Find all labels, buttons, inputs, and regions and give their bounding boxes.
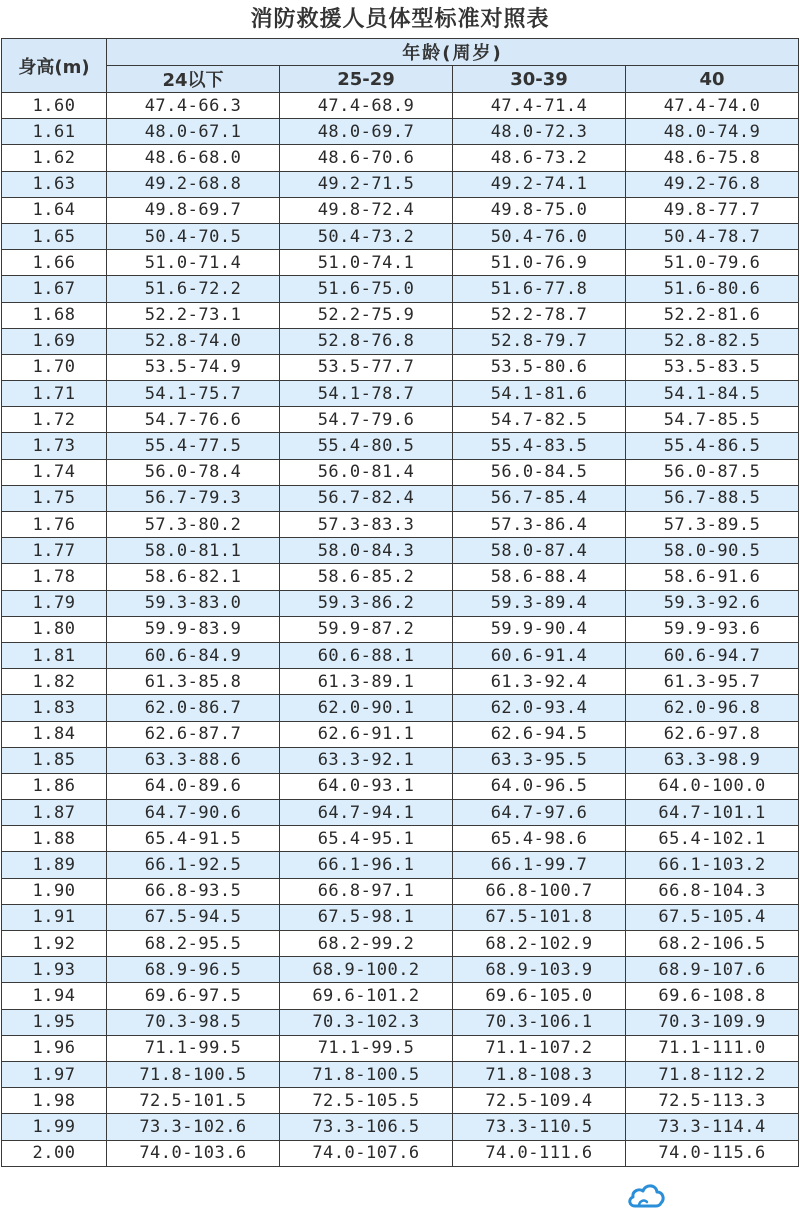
weight-range-cell: 56.7-88.5 — [626, 485, 799, 511]
table-row — [2, 1061, 799, 1087]
age-group-header: 年龄(周岁) — [107, 39, 799, 66]
height-cell: 1.69 — [2, 328, 107, 354]
weight-range-cell: 54.1-75.7 — [107, 381, 280, 407]
table-row — [2, 302, 799, 328]
age-column-header: 24以下 — [107, 66, 280, 93]
weight-range-cell: 57.3-80.2 — [107, 512, 280, 538]
table-row — [2, 276, 799, 302]
weight-range-cell: 51.6-77.8 — [453, 276, 626, 302]
weight-range-cell: 47.4-74.0 — [626, 93, 799, 119]
height-cell: 1.79 — [2, 590, 107, 616]
weight-range-cell: 65.4-91.5 — [107, 826, 280, 852]
table-row — [2, 747, 799, 773]
weight-range-cell: 50.4-76.0 — [453, 223, 626, 249]
height-cell: 1.95 — [2, 1009, 107, 1035]
weight-range-cell: 71.1-107.2 — [453, 1035, 626, 1061]
weight-range-cell: 58.6-82.1 — [107, 564, 280, 590]
weight-range-cell: 58.0-90.5 — [626, 538, 799, 564]
weight-range-cell: 59.9-83.9 — [107, 616, 280, 642]
height-cell: 1.76 — [2, 512, 107, 538]
weight-range-cell: 65.4-95.1 — [280, 826, 453, 852]
weight-range-cell: 71.1-111.0 — [626, 1035, 799, 1061]
weight-range-cell: 73.3-114.4 — [626, 1114, 799, 1140]
height-cell: 1.67 — [2, 276, 107, 302]
weight-range-cell: 62.6-94.5 — [453, 721, 626, 747]
weight-range-cell: 68.9-96.5 — [107, 957, 280, 983]
weight-range-cell: 56.7-79.3 — [107, 485, 280, 511]
weight-range-cell: 48.6-70.6 — [280, 145, 453, 171]
weight-range-cell: 49.2-68.8 — [107, 171, 280, 197]
age-column-header: 40 — [626, 66, 799, 93]
weight-range-cell: 54.7-79.6 — [280, 407, 453, 433]
weight-range-cell: 72.5-101.5 — [107, 1088, 280, 1114]
weight-range-cell: 58.6-91.6 — [626, 564, 799, 590]
weight-range-cell: 49.8-69.7 — [107, 197, 280, 223]
age-column-header: 25-29 — [280, 66, 453, 93]
weight-range-cell: 74.0-115.6 — [626, 1140, 799, 1166]
weight-range-cell: 62.0-90.1 — [280, 695, 453, 721]
table-row — [2, 564, 799, 590]
table-row — [2, 878, 799, 904]
weight-range-cell: 60.6-94.7 — [626, 642, 799, 668]
height-cell: 1.87 — [2, 800, 107, 826]
weight-range-cell: 53.5-77.7 — [280, 354, 453, 380]
weight-range-cell: 55.4-86.5 — [626, 433, 799, 459]
weight-range-cell: 66.8-93.5 — [107, 878, 280, 904]
weight-range-cell: 52.2-78.7 — [453, 302, 626, 328]
table-row — [2, 1088, 799, 1114]
height-cell: 1.82 — [2, 669, 107, 695]
weight-range-cell: 53.5-74.9 — [107, 354, 280, 380]
weight-range-cell: 47.4-68.9 — [280, 93, 453, 119]
weight-range-cell: 51.6-72.2 — [107, 276, 280, 302]
weight-range-cell: 69.6-108.8 — [626, 983, 799, 1009]
height-cell: 1.74 — [2, 459, 107, 485]
table-row — [2, 145, 799, 171]
height-cell: 1.65 — [2, 223, 107, 249]
weight-range-cell: 74.0-111.6 — [453, 1140, 626, 1166]
height-cell: 1.81 — [2, 642, 107, 668]
weight-range-cell: 68.2-106.5 — [626, 931, 799, 957]
height-cell: 1.98 — [2, 1088, 107, 1114]
weight-range-cell: 66.1-96.1 — [280, 852, 453, 878]
weight-range-cell: 63.3-92.1 — [280, 747, 453, 773]
table-row — [2, 931, 799, 957]
weight-range-cell: 60.6-91.4 — [453, 642, 626, 668]
age-column-header: 30-39 — [453, 66, 626, 93]
weight-range-cell: 63.3-95.5 — [453, 747, 626, 773]
table-row — [2, 459, 799, 485]
weight-range-cell: 64.7-94.1 — [280, 800, 453, 826]
weight-range-cell: 62.0-96.8 — [626, 695, 799, 721]
weight-range-cell: 58.6-88.4 — [453, 564, 626, 590]
weight-range-cell: 54.1-78.7 — [280, 381, 453, 407]
table-row — [2, 512, 799, 538]
table-row — [2, 538, 799, 564]
weight-range-cell: 58.0-87.4 — [453, 538, 626, 564]
weight-range-cell: 69.6-101.2 — [280, 983, 453, 1009]
weight-range-cell: 74.0-107.6 — [280, 1140, 453, 1166]
weight-range-cell: 73.3-106.5 — [280, 1114, 453, 1140]
weight-range-cell: 71.8-100.5 — [280, 1061, 453, 1087]
weight-range-cell: 71.8-108.3 — [453, 1061, 626, 1087]
weight-range-cell: 59.9-93.6 — [626, 616, 799, 642]
weight-range-cell: 56.0-84.5 — [453, 459, 626, 485]
table-row — [2, 983, 799, 1009]
height-cell: 1.66 — [2, 250, 107, 276]
weight-range-cell: 51.0-74.1 — [280, 250, 453, 276]
table-row — [2, 590, 799, 616]
weight-range-cell: 54.7-76.6 — [107, 407, 280, 433]
weight-range-cell: 48.0-69.7 — [280, 119, 453, 145]
weight-range-cell: 67.5-105.4 — [626, 904, 799, 930]
weight-range-cell: 61.3-85.8 — [107, 669, 280, 695]
weight-range-cell: 60.6-88.1 — [280, 642, 453, 668]
weight-range-cell: 50.4-70.5 — [107, 223, 280, 249]
weight-range-cell: 64.7-90.6 — [107, 800, 280, 826]
weight-range-cell: 48.6-75.8 — [626, 145, 799, 171]
weight-range-cell: 56.0-81.4 — [280, 459, 453, 485]
weight-range-cell: 57.3-83.3 — [280, 512, 453, 538]
table-row — [2, 485, 799, 511]
height-cell: 1.90 — [2, 878, 107, 904]
table-row — [2, 223, 799, 249]
weight-range-cell: 62.6-87.7 — [107, 721, 280, 747]
weight-range-cell: 49.2-74.1 — [453, 171, 626, 197]
weight-standard-table — [1, 38, 799, 1167]
weight-range-cell: 52.8-74.0 — [107, 328, 280, 354]
weight-range-cell: 66.1-92.5 — [107, 852, 280, 878]
height-cell: 1.93 — [2, 957, 107, 983]
weight-range-cell: 51.0-79.6 — [626, 250, 799, 276]
table-row — [2, 328, 799, 354]
weight-range-cell: 56.0-87.5 — [626, 459, 799, 485]
weight-range-cell: 59.3-86.2 — [280, 590, 453, 616]
weight-range-cell: 70.3-98.5 — [107, 1009, 280, 1035]
weight-range-cell: 52.2-73.1 — [107, 302, 280, 328]
height-cell: 1.88 — [2, 826, 107, 852]
height-cell: 1.64 — [2, 197, 107, 223]
weight-range-cell: 52.2-75.9 — [280, 302, 453, 328]
height-cell: 1.80 — [2, 616, 107, 642]
table-row — [2, 171, 799, 197]
weight-range-cell: 63.3-88.6 — [107, 747, 280, 773]
weight-range-cell: 51.6-80.6 — [626, 276, 799, 302]
height-cell: 1.68 — [2, 302, 107, 328]
height-cell: 1.96 — [2, 1035, 107, 1061]
weight-range-cell: 73.3-102.6 — [107, 1114, 280, 1140]
weight-range-cell: 47.4-66.3 — [107, 93, 280, 119]
table-row — [2, 197, 799, 223]
weight-range-cell: 64.7-101.1 — [626, 800, 799, 826]
table-row — [2, 381, 799, 407]
weight-range-cell: 52.2-81.6 — [626, 302, 799, 328]
height-column-header: 身高(m) — [2, 39, 107, 93]
table-row — [2, 773, 799, 799]
weight-range-cell: 68.2-99.2 — [280, 931, 453, 957]
weight-range-cell: 57.3-89.5 — [626, 512, 799, 538]
weight-range-cell: 51.0-71.4 — [107, 250, 280, 276]
weight-range-cell: 71.1-99.5 — [280, 1035, 453, 1061]
height-cell: 1.89 — [2, 852, 107, 878]
height-cell: 1.91 — [2, 904, 107, 930]
weight-range-cell: 65.4-98.6 — [453, 826, 626, 852]
weight-range-cell: 48.0-72.3 — [453, 119, 626, 145]
table-row — [2, 119, 799, 145]
table-row — [2, 800, 799, 826]
weight-range-cell: 67.5-94.5 — [107, 904, 280, 930]
weight-range-cell: 62.0-86.7 — [107, 695, 280, 721]
height-cell: 1.71 — [2, 381, 107, 407]
table-row — [2, 695, 799, 721]
height-cell: 1.78 — [2, 564, 107, 590]
weight-range-cell: 59.3-92.6 — [626, 590, 799, 616]
table-row — [2, 721, 799, 747]
weight-range-cell: 49.8-72.4 — [280, 197, 453, 223]
height-cell: 1.73 — [2, 433, 107, 459]
weight-range-cell: 51.0-76.9 — [453, 250, 626, 276]
height-cell: 2.00 — [2, 1140, 107, 1166]
weight-range-cell: 69.6-105.0 — [453, 983, 626, 1009]
table-body — [2, 93, 799, 1167]
weight-range-cell: 70.3-109.9 — [626, 1009, 799, 1035]
weight-range-cell: 59.3-89.4 — [453, 590, 626, 616]
table-row — [2, 904, 799, 930]
weight-range-cell: 53.5-80.6 — [453, 354, 626, 380]
height-cell: 1.77 — [2, 538, 107, 564]
weight-range-cell: 63.3-98.9 — [626, 747, 799, 773]
weight-range-cell: 55.4-80.5 — [280, 433, 453, 459]
weight-range-cell: 62.6-91.1 — [280, 721, 453, 747]
weight-range-cell: 54.1-81.6 — [453, 381, 626, 407]
table-row — [2, 407, 799, 433]
weight-range-cell: 50.4-78.7 — [626, 223, 799, 249]
weight-range-cell: 49.8-75.0 — [453, 197, 626, 223]
weight-range-cell: 72.5-105.5 — [280, 1088, 453, 1114]
weight-range-cell: 68.2-95.5 — [107, 931, 280, 957]
weight-range-cell: 61.3-95.7 — [626, 669, 799, 695]
weight-range-cell: 53.5-83.5 — [626, 354, 799, 380]
table-row — [2, 957, 799, 983]
height-cell: 1.60 — [2, 93, 107, 119]
height-cell: 1.94 — [2, 983, 107, 1009]
table-row — [2, 642, 799, 668]
weight-range-cell: 67.5-98.1 — [280, 904, 453, 930]
height-cell: 1.62 — [2, 145, 107, 171]
height-cell: 1.63 — [2, 171, 107, 197]
weight-range-cell: 71.8-100.5 — [107, 1061, 280, 1087]
weight-range-cell: 74.0-103.6 — [107, 1140, 280, 1166]
weight-range-cell: 49.2-71.5 — [280, 171, 453, 197]
weight-range-cell: 48.6-68.0 — [107, 145, 280, 171]
weight-range-cell: 48.6-73.2 — [453, 145, 626, 171]
weight-range-cell: 56.7-85.4 — [453, 485, 626, 511]
weight-range-cell: 59.3-83.0 — [107, 590, 280, 616]
weight-range-cell: 64.0-93.1 — [280, 773, 453, 799]
weight-range-cell: 72.5-109.4 — [453, 1088, 626, 1114]
weight-range-cell: 66.1-99.7 — [453, 852, 626, 878]
weight-range-cell: 54.7-85.5 — [626, 407, 799, 433]
table-row — [2, 250, 799, 276]
weight-range-cell: 68.9-107.6 — [626, 957, 799, 983]
weight-range-cell: 52.8-79.7 — [453, 328, 626, 354]
weight-range-cell: 67.5-101.8 — [453, 904, 626, 930]
height-cell: 1.72 — [2, 407, 107, 433]
height-cell: 1.86 — [2, 773, 107, 799]
weight-range-cell: 66.8-97.1 — [280, 878, 453, 904]
table-row — [2, 852, 799, 878]
table-row — [2, 1035, 799, 1061]
weight-range-cell: 54.1-84.5 — [626, 381, 799, 407]
weight-range-cell: 68.9-100.2 — [280, 957, 453, 983]
weight-range-cell: 57.3-86.4 — [453, 512, 626, 538]
table-row — [2, 354, 799, 380]
weight-range-cell: 58.0-84.3 — [280, 538, 453, 564]
table-row — [2, 669, 799, 695]
weight-range-cell: 55.4-83.5 — [453, 433, 626, 459]
weight-range-cell: 69.6-97.5 — [107, 983, 280, 1009]
weight-range-cell: 64.0-96.5 — [453, 773, 626, 799]
table-row — [2, 1114, 799, 1140]
height-cell: 1.61 — [2, 119, 107, 145]
weight-range-cell: 61.3-89.1 — [280, 669, 453, 695]
weight-range-cell: 72.5-113.3 — [626, 1088, 799, 1114]
weight-range-cell: 49.2-76.8 — [626, 171, 799, 197]
weight-range-cell: 55.4-77.5 — [107, 433, 280, 459]
weight-range-cell: 52.8-82.5 — [626, 328, 799, 354]
weight-range-cell: 54.7-82.5 — [453, 407, 626, 433]
weight-range-cell: 64.7-97.6 — [453, 800, 626, 826]
weight-range-cell: 47.4-71.4 — [453, 93, 626, 119]
weight-range-cell: 68.9-103.9 — [453, 957, 626, 983]
weight-range-cell: 71.1-99.5 — [107, 1035, 280, 1061]
height-cell: 1.75 — [2, 485, 107, 511]
weight-range-cell: 59.9-87.2 — [280, 616, 453, 642]
weight-range-cell: 59.9-90.4 — [453, 616, 626, 642]
cloud-icon — [626, 1179, 666, 1211]
height-cell: 1.97 — [2, 1061, 107, 1087]
weight-range-cell: 56.7-82.4 — [280, 485, 453, 511]
weight-range-cell: 64.0-100.0 — [626, 773, 799, 799]
table-row — [2, 1140, 799, 1166]
table-row — [2, 1009, 799, 1035]
weight-range-cell: 62.6-97.8 — [626, 721, 799, 747]
weight-range-cell: 65.4-102.1 — [626, 826, 799, 852]
weight-range-cell: 66.1-103.2 — [626, 852, 799, 878]
weight-range-cell: 64.0-89.6 — [107, 773, 280, 799]
weight-range-cell: 52.8-76.8 — [280, 328, 453, 354]
weight-range-cell: 58.6-85.2 — [280, 564, 453, 590]
weight-range-cell: 49.8-77.7 — [626, 197, 799, 223]
weight-range-cell: 62.0-93.4 — [453, 695, 626, 721]
weight-range-cell: 71.8-112.2 — [626, 1061, 799, 1087]
table-row — [2, 826, 799, 852]
height-cell: 1.84 — [2, 721, 107, 747]
weight-range-cell: 70.3-102.3 — [280, 1009, 453, 1035]
weight-range-cell: 50.4-73.2 — [280, 223, 453, 249]
weight-range-cell: 48.0-67.1 — [107, 119, 280, 145]
height-cell: 1.99 — [2, 1114, 107, 1140]
table-row — [2, 93, 799, 119]
weight-range-cell: 56.0-78.4 — [107, 459, 280, 485]
weight-range-cell: 48.0-74.9 — [626, 119, 799, 145]
weight-range-cell: 68.2-102.9 — [453, 931, 626, 957]
table-row — [2, 616, 799, 642]
height-cell: 1.85 — [2, 747, 107, 773]
height-cell: 1.83 — [2, 695, 107, 721]
weight-range-cell: 66.8-100.7 — [453, 878, 626, 904]
weight-range-cell: 60.6-84.9 — [107, 642, 280, 668]
weight-range-cell: 51.6-75.0 — [280, 276, 453, 302]
weight-range-cell: 70.3-106.1 — [453, 1009, 626, 1035]
weight-range-cell: 73.3-110.5 — [453, 1114, 626, 1140]
weight-range-cell: 61.3-92.4 — [453, 669, 626, 695]
height-cell: 1.92 — [2, 931, 107, 957]
height-cell: 1.70 — [2, 354, 107, 380]
weight-range-cell: 58.0-81.1 — [107, 538, 280, 564]
weight-range-cell: 66.8-104.3 — [626, 878, 799, 904]
table-row — [2, 433, 799, 459]
page-title: 消防救援人员体型标准对照表 — [250, 7, 550, 32]
